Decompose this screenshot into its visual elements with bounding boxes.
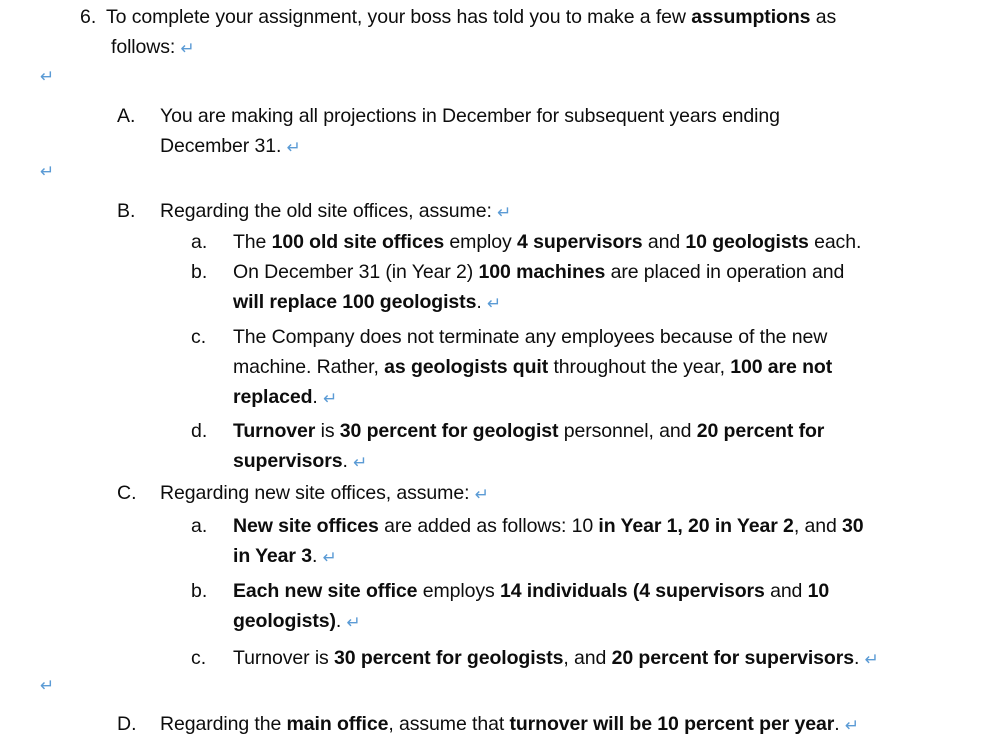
bold-run: 10 — [807, 580, 830, 602]
line-break-icon-margin-2: ↵ — [40, 162, 55, 182]
bold-run: in Year 3 — [233, 545, 312, 567]
bold-run: 4 supervisors — [517, 231, 643, 253]
bold-run: 100 machines — [478, 261, 606, 283]
itemC-heading-text: Regarding new site offices, assume: — [160, 482, 475, 504]
itemD-line1 — [160, 709, 859, 740]
bold-run: replaced — [233, 386, 313, 408]
bold-run: will replace 100 geologists — [233, 291, 477, 313]
bold-run: 100 old site offices — [271, 231, 445, 253]
bold-run: main office — [286, 713, 389, 735]
bold-run: 10 geologists — [685, 231, 809, 253]
itemA-line1-text: You are making all projections in December for subsequent years ending — [160, 105, 780, 127]
item6-line2-text: follows: — [111, 36, 181, 58]
itemC-heading — [160, 478, 489, 509]
text-run: employs — [417, 580, 500, 602]
list-marker-b-b: b. — [191, 261, 208, 283]
text-run: The — [233, 231, 272, 253]
text-run: . — [342, 450, 354, 472]
bold-run: in Year 1, 20 in Year 2 — [598, 515, 794, 537]
bold-run: Turnover — [233, 420, 316, 442]
bold-run: geologists) — [233, 610, 336, 632]
list-marker-a: A. — [117, 105, 136, 127]
list-marker-b-a: a. — [191, 231, 208, 253]
itemB-d-line1 — [233, 416, 824, 446]
itemA-line1 — [160, 101, 780, 131]
itemA-line2-text: December 31. — [160, 135, 287, 157]
bold-run: as geologists quit — [384, 356, 549, 378]
line-break-icon: ↵ — [180, 39, 195, 59]
itemC-b-line1 — [233, 576, 829, 606]
itemC-b-line2 — [233, 606, 361, 637]
text-run: Turnover is — [233, 647, 335, 669]
list-marker-c: C. — [117, 482, 137, 504]
text-run: machine. Rather, — [233, 356, 385, 378]
text-run: The Company does not terminate any employees because of the new — [233, 326, 828, 348]
text-run: is — [315, 420, 340, 442]
bold-run: New site offices — [233, 515, 379, 537]
text-run: . — [834, 713, 845, 735]
bold-run: 30 percent for geologist — [339, 420, 559, 442]
line-break-icon: ↵ — [322, 548, 337, 568]
text-run: . — [853, 647, 865, 669]
itemB-heading — [160, 196, 511, 227]
bold-run: 20 percent for supervisors — [611, 647, 854, 669]
bold-run: 100 are not — [730, 356, 833, 378]
list-marker-b: B. — [117, 200, 136, 222]
list-marker-c-b: b. — [191, 580, 208, 602]
text-run: and — [642, 231, 686, 253]
list-marker-c-c: c. — [191, 647, 207, 669]
list-marker-b-c: c. — [191, 326, 207, 348]
bold-run: 14 individuals (4 supervisors — [499, 580, 765, 602]
line-break-icon: ↵ — [844, 716, 860, 736]
itemB-c-line2 — [233, 352, 832, 382]
line-break-icon: ↵ — [864, 650, 879, 670]
text-run: . — [312, 386, 324, 408]
item6-line1 — [106, 2, 836, 32]
itemB-d-line2 — [233, 446, 367, 477]
itemC-a-line2 — [233, 541, 337, 572]
text-run: , and — [793, 515, 843, 537]
itemC-c-line1 — [233, 643, 879, 674]
item6-line1-post: as — [810, 6, 837, 28]
itemB-heading-text: Regarding the old site offices, assume: — [160, 200, 498, 222]
line-break-icon: ↵ — [486, 294, 502, 314]
bold-run: 30 — [842, 515, 864, 537]
itemB-b-line1 — [233, 257, 844, 287]
text-run: On December 31 (in Year 2) — [233, 261, 479, 283]
item6-line1-pre: To complete your assignment, your boss has told you to make a few — [106, 6, 692, 28]
bold-run: 30 percent for geologists — [334, 647, 564, 669]
itemB-a-line1 — [233, 227, 861, 257]
text-run: employ — [444, 231, 518, 253]
text-run: each. — [808, 231, 862, 253]
line-break-icon: ↵ — [353, 453, 368, 473]
line-break-icon-margin-1: ↵ — [40, 67, 55, 87]
item6-line1-bold: assumptions — [691, 6, 811, 28]
itemB-c-line1 — [233, 322, 827, 352]
line-break-icon: ↵ — [286, 138, 301, 158]
itemA-line2 — [160, 131, 301, 162]
text-run: personnel, and — [558, 420, 697, 442]
list-marker-d: D. — [117, 713, 137, 735]
text-run: , and — [563, 647, 612, 669]
text-run: are placed in operation and — [605, 261, 845, 283]
text-run: Regarding the — [160, 713, 287, 735]
item6-line2 — [111, 32, 195, 63]
text-run: . — [476, 291, 487, 313]
itemB-b-line2 — [233, 287, 501, 318]
text-run: . — [311, 545, 323, 567]
bold-run: supervisors — [233, 450, 343, 472]
bold-run: 20 percent for — [696, 420, 825, 442]
itemB-c-line3 — [233, 382, 337, 413]
line-break-icon: ↵ — [346, 613, 361, 633]
line-break-icon: ↵ — [323, 389, 338, 409]
line-break-icon: ↵ — [474, 485, 489, 505]
list-marker-b-d: d. — [191, 420, 208, 442]
itemC-a-line1 — [233, 511, 864, 541]
text-run: throughout the year, — [548, 356, 731, 378]
text-run: . — [335, 610, 347, 632]
text-run: and — [764, 580, 808, 602]
text-run: , assume that — [388, 713, 510, 735]
line-break-icon: ↵ — [497, 203, 512, 223]
bold-run: turnover will be 10 percent per year — [509, 713, 835, 735]
list-marker-6: 6. — [80, 6, 97, 28]
bold-run: Each new site office — [233, 580, 418, 602]
line-break-icon-margin-3: ↵ — [40, 676, 55, 696]
text-run: are added as follows: 10 — [378, 515, 599, 537]
list-marker-c-a: a. — [191, 515, 208, 537]
